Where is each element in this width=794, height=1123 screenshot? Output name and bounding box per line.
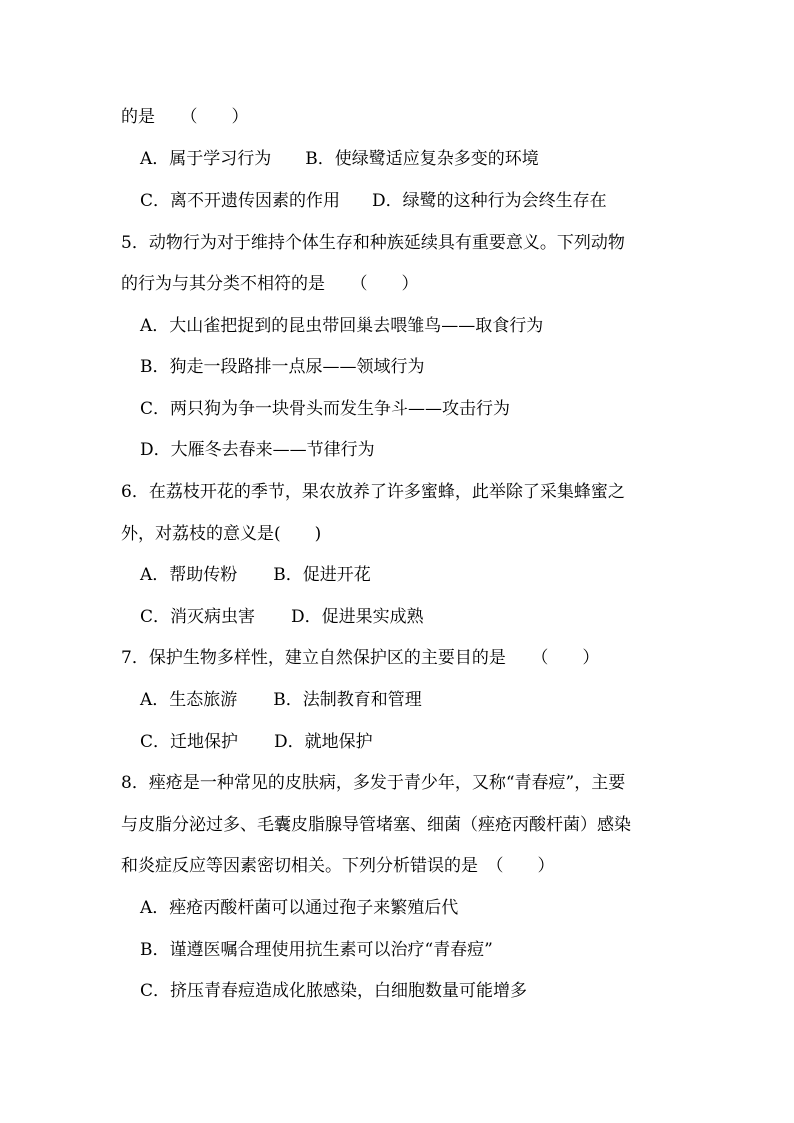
q6-options-row-1 — [140, 563, 754, 587]
q7-option-c: C．迁地保护 — [140, 732, 239, 752]
q6-stem-line-1: 6．在荔枝开花的季节，果农放养了许多蜜蜂，此举除了采集蜂蜜之 — [121, 482, 625, 502]
q5-option-b: B．狗走一段路排一点尿——领域行为 — [140, 357, 425, 377]
q8-option-b: B．谨遵医嘱合理使用抗生素可以治疗“青春痘” — [140, 940, 493, 960]
q8-stem-line-1: 8．痤疮是一种常见的皮肤病，多发于青少年，又称“青春痘”，主要 — [121, 773, 626, 793]
q5-option-c: C．两只狗为争一块骨头而发生争斗——攻击行为 — [140, 399, 511, 419]
q6-stem-line-2: 外，对荔枝的意义是( ) — [121, 524, 322, 544]
q5-option-a: A．大山雀把捉到的昆虫带回巢去喂雏鸟——取食行为 — [140, 316, 544, 336]
q4-option-a: A．属于学习行为 — [140, 149, 272, 169]
q4-option-d: D．绿鹭的这种行为会终生存在 — [372, 191, 607, 211]
q6-option-c: C．消灭病虫害 — [140, 607, 256, 627]
q6-option-a: A．帮助传粉 — [140, 565, 238, 585]
q7-option-b: B．法制教育和管理 — [273, 690, 422, 710]
q7-options-row-1 — [140, 688, 754, 712]
q5-stem-line-2: 的行为与其分类不相符的是 （ ） — [121, 274, 419, 294]
q6-option-b: B．促进开花 — [273, 565, 371, 585]
q4-option-c: C．离不开遗传因素的作用 — [140, 191, 341, 211]
q8-stem-line-2: 与皮脂分泌过多、毛囊皮脂腺导管堵塞、细菌（痤疮丙酸杆菌）感染 — [121, 815, 631, 835]
q8-stem-line-3: 和炎症反应等因素密切相关。下列分析错误的是 （ ） — [121, 856, 555, 876]
q4-options-row-1 — [140, 147, 754, 171]
q4-stem-end: 的是 （ ） — [121, 107, 249, 127]
q5-option-d: D．大雁冬去春来——节律行为 — [140, 440, 375, 460]
q7-stem: 7．保护生物多样性，建立自然保护区的主要目的是 （ ） — [121, 648, 600, 668]
q4-option-b: B．使绿鹭适应复杂多变的环境 — [305, 149, 539, 169]
q6-option-d: D．促进果实成熟 — [291, 607, 424, 627]
q6-options-row-2 — [140, 605, 754, 629]
q4-options-row-2 — [140, 189, 754, 213]
q5-stem-line-1: 5．动物行为对于维持个体生存和种族延续具有重要意义。下列动物 — [121, 233, 625, 253]
q8-option-c: C．挤压青春痘造成化脓感染，白细胞数量可能增多 — [140, 981, 528, 1001]
q7-options-row-2 — [140, 730, 754, 754]
q7-option-d: D．就地保护 — [274, 732, 373, 752]
q7-option-a: A．生态旅游 — [140, 690, 238, 710]
q8-option-a: A．痤疮丙酸杆菌可以通过孢子来繁殖后代 — [140, 898, 459, 918]
